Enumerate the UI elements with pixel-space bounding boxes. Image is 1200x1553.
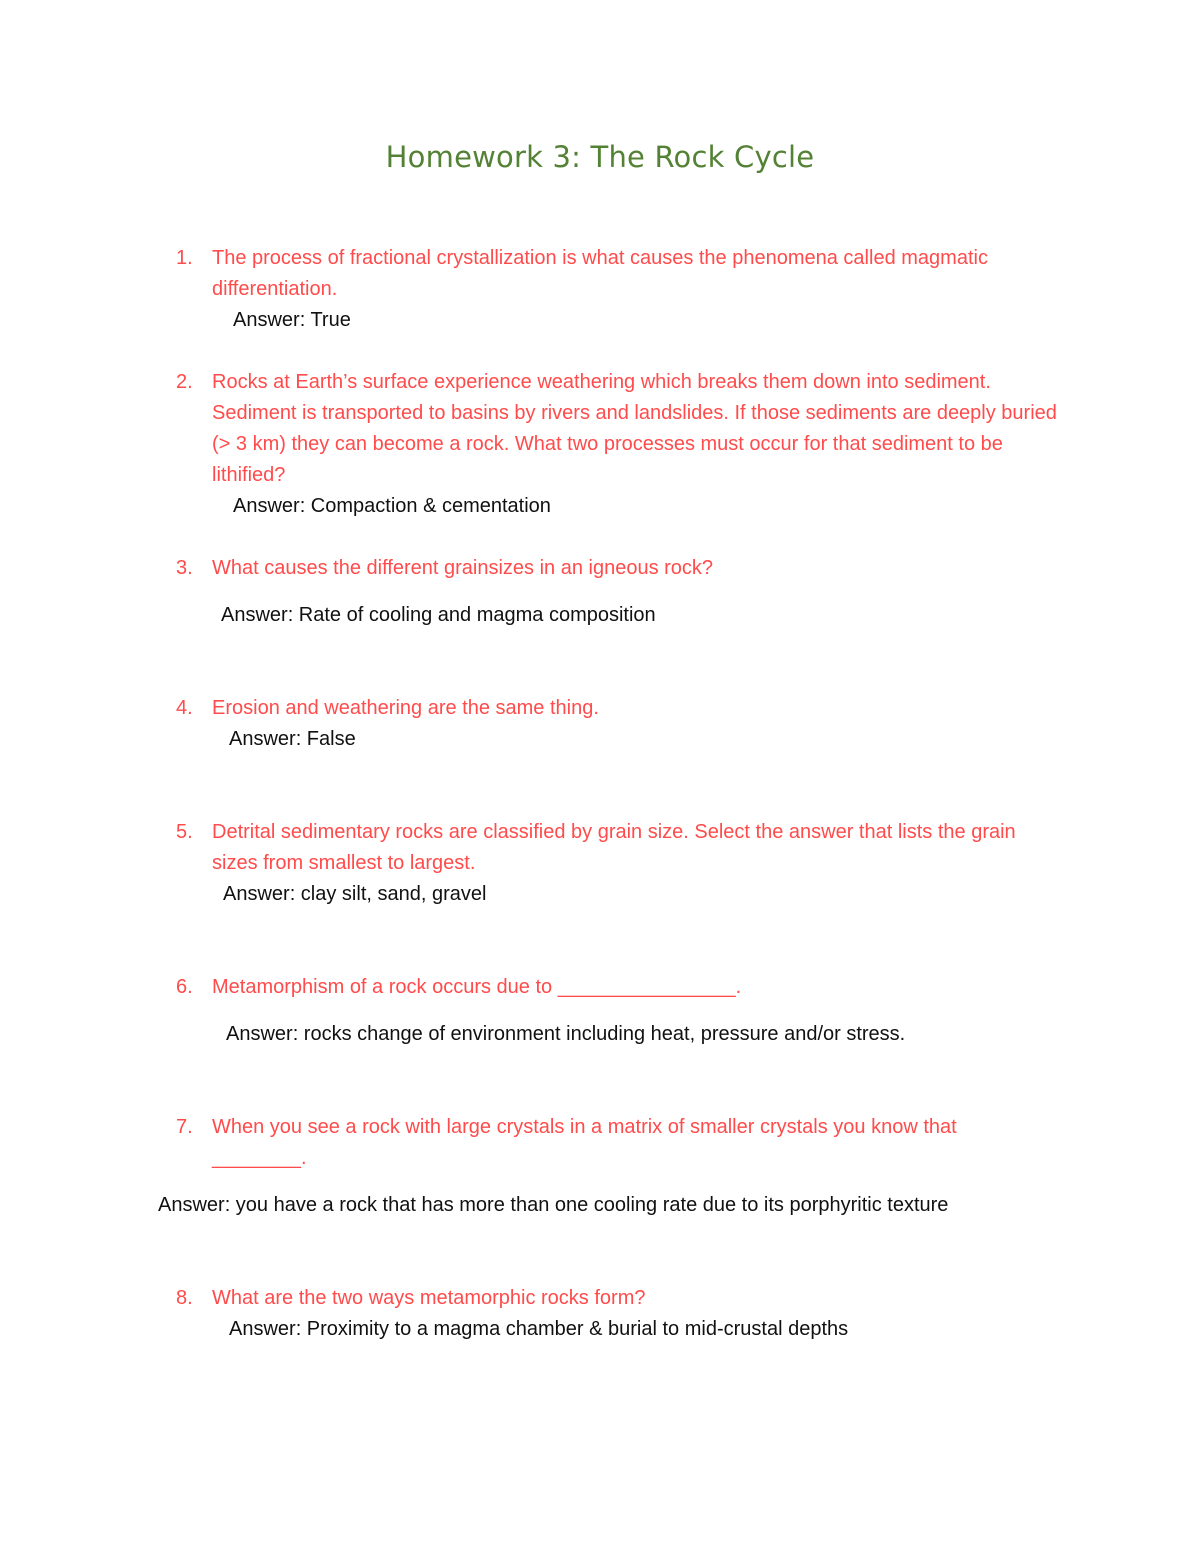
answer-text: Answer: True (233, 309, 351, 331)
question-text: Metamorphism of a rock occurs due to ________________. (212, 976, 742, 998)
answer-text: Answer: clay silt, sand, gravel (223, 883, 487, 905)
question-number: 1. (176, 247, 193, 269)
question-text: The process of fractional crystallization is what causes the phenomena called magmatic differentiation. (212, 247, 988, 300)
question-number: 8. (176, 1287, 193, 1309)
question-number: 4. (176, 697, 193, 719)
answer-text: Answer: rocks change of environment including heat, pressure and/or stress. (226, 1023, 906, 1045)
question-text: What are the two ways metamorphic rocks form? (212, 1287, 646, 1309)
question-number: 6. (176, 976, 193, 998)
answer-text: Answer: Proximity to a magma chamber & burial to mid-crustal depths (229, 1318, 849, 1340)
question-text: Detrital sedimentary rocks are classified by grain size. Select the answer that lists the grain sizes from smallest to largest. (212, 821, 1016, 874)
answer-text: Answer: you have a rock that has more than one cooling rate due to its porphyritic texture (158, 1194, 949, 1216)
question-text: Erosion and weathering are the same thing. (212, 697, 599, 719)
question-number: 3. (176, 557, 193, 579)
answer-text: Answer: Rate of cooling and magma composition (221, 604, 656, 626)
question-number: 7. (176, 1116, 193, 1138)
question-text: When you see a rock with large crystals in a matrix of smaller crystals you know that ________. (212, 1116, 957, 1169)
question-number: 2. (176, 371, 193, 393)
question-text: What causes the different grainsizes in an igneous rock? (212, 557, 714, 579)
question-text: Rocks at Earth’s surface experience weathering which breaks them down into sediment. Sediment is transported to basins by rivers and landslides. If those sediments are deeply buried (> 3 km) they can become a rock. What two processes must occur for that sediment to be lithified? (212, 371, 1057, 486)
answer-text: Answer: Compaction & cementation (233, 495, 551, 517)
question-number: 5. (176, 821, 193, 843)
page-title: Homework 3: The Rock Cycle (385, 140, 815, 174)
answer-text: Answer: False (229, 728, 356, 750)
